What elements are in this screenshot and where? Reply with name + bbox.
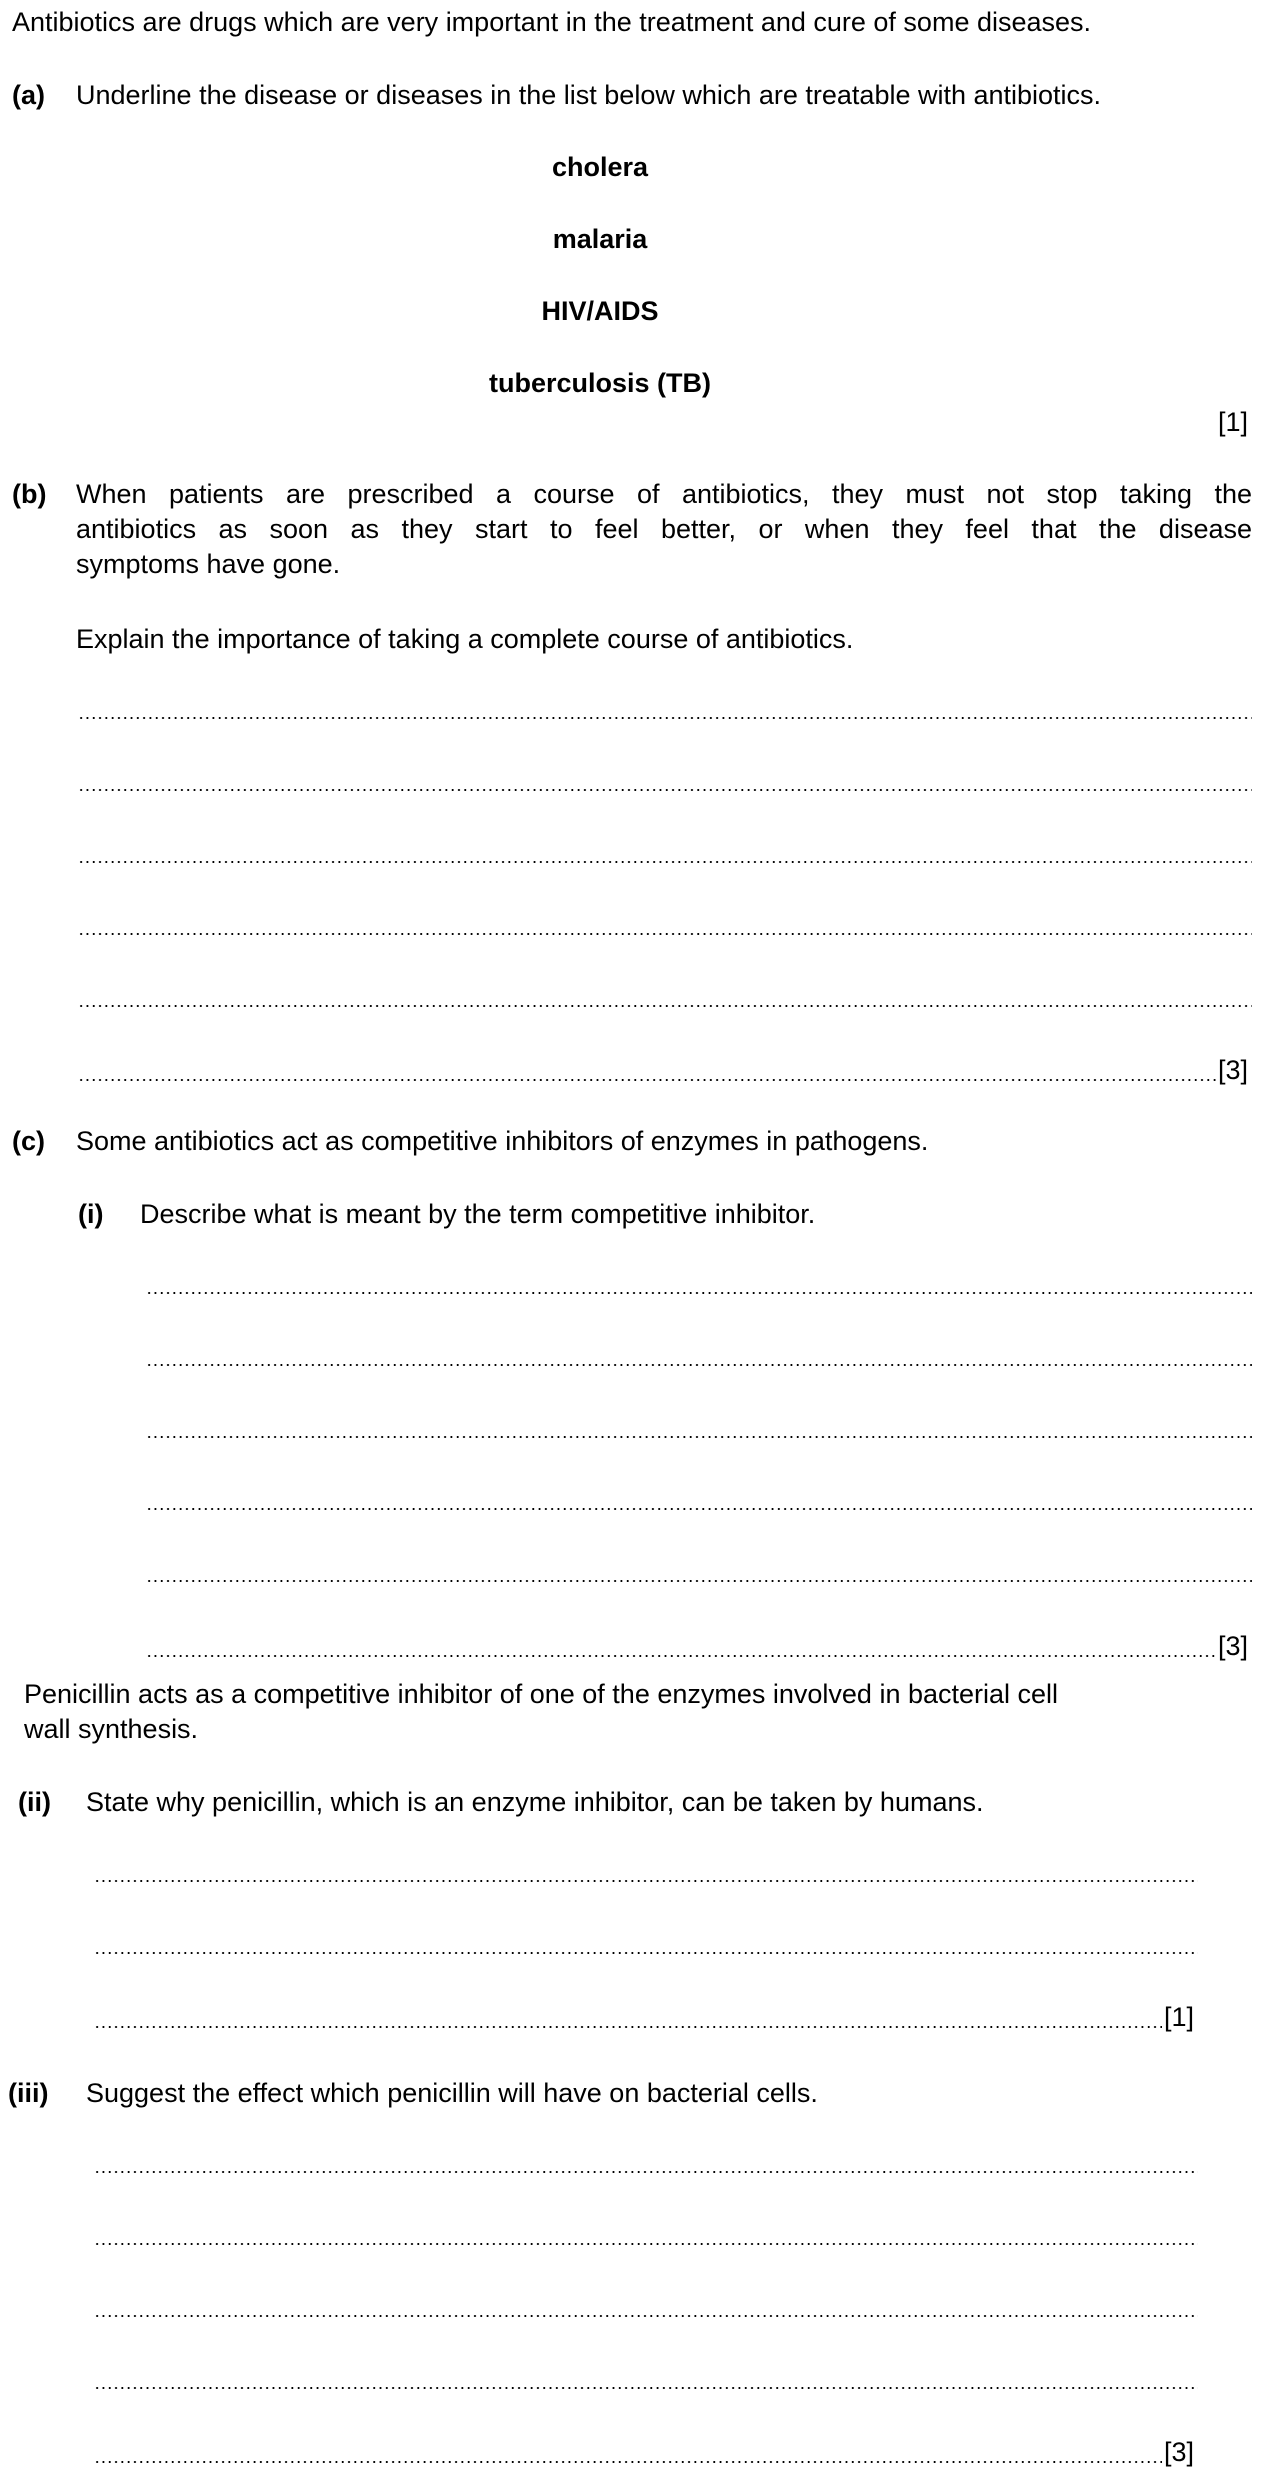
part-c-i-marks: [3] bbox=[1218, 1631, 1249, 1661]
part-c-ii-answer-line-2[interactable] bbox=[94, 1951, 1198, 1955]
part-b-answer-line-4[interactable] bbox=[78, 932, 1252, 936]
disease-option-malaria[interactable]: malaria bbox=[552, 224, 648, 254]
part-c-ii-question: State why penicillin, which is an enzyme inhibitor, can be taken by humans. bbox=[86, 1787, 984, 1817]
part-b-answer-line-5[interactable] bbox=[78, 1004, 1252, 1008]
part-c-iii-answer-line-2[interactable] bbox=[94, 2242, 1198, 2246]
part-b-answer-line-3[interactable] bbox=[78, 860, 1252, 864]
part-c-i-answer-line-2[interactable] bbox=[146, 1363, 1252, 1367]
part-c-ii-label: (ii) bbox=[18, 1787, 51, 1817]
part-c-i-answer-line-3[interactable] bbox=[146, 1435, 1252, 1439]
part-c-label: (c) bbox=[12, 1126, 45, 1156]
part-c-i-answer-line-6[interactable] bbox=[146, 1654, 1216, 1658]
disease-option-tuberculosis[interactable]: tuberculosis (TB) bbox=[488, 368, 711, 398]
part-c-iii-answer-line-5[interactable] bbox=[94, 2460, 1162, 2464]
part-c-iii-answer-line-1[interactable] bbox=[94, 2170, 1198, 2174]
part-b-text-line-3: symptoms have gone. bbox=[76, 549, 341, 579]
part-c-i-answer-line-5[interactable] bbox=[146, 1579, 1252, 1583]
part-c-i-answer-line-4[interactable] bbox=[146, 1507, 1252, 1511]
disease-option-hiv-aids[interactable]: HIV/AIDS bbox=[541, 296, 659, 326]
part-c-iii-answer-line-3[interactable] bbox=[94, 2314, 1198, 2318]
part-c-ii-marks: [1] bbox=[1164, 2002, 1195, 2032]
intro-text: Antibiotics are drugs which are very important in the treatment and cure of some diseases. bbox=[12, 7, 1092, 37]
part-c-iii-answer-line-4[interactable] bbox=[94, 2386, 1198, 2390]
part-a-question: Underline the disease or diseases in the list below which are treatable with antibiotics. bbox=[76, 80, 1102, 110]
part-a-label: (a) bbox=[12, 80, 45, 110]
part-b-text-line-1: When patients are prescribed a course of antibiotics, they must not stop taking the bbox=[76, 479, 1252, 509]
part-c-ii-answer-line-3[interactable] bbox=[94, 2025, 1162, 2029]
part-c-i-question: Describe what is meant by the term competitive inhibitor. bbox=[140, 1199, 816, 1229]
part-b-answer-line-6[interactable] bbox=[78, 1078, 1216, 1082]
part-c-iii-question: Suggest the effect which penicillin will have on bacterial cells. bbox=[86, 2078, 818, 2108]
part-b-question: Explain the importance of taking a complete course of antibiotics. bbox=[76, 624, 854, 654]
part-c-ii-answer-line-1[interactable] bbox=[94, 1879, 1198, 1883]
penicillin-stem-line-1: Penicillin acts as a competitive inhibitor of one of the enzymes involved in bacterial cell bbox=[24, 1679, 1059, 1709]
part-c-iii-label: (iii) bbox=[8, 2078, 49, 2108]
penicillin-stem-line-2: wall synthesis. bbox=[24, 1714, 199, 1744]
part-c-i-label: (i) bbox=[78, 1199, 104, 1229]
part-b-text-line-2: antibiotics as soon as they start to feel better, or when they feel that the disease bbox=[76, 514, 1252, 544]
part-b-answer-line-2[interactable] bbox=[78, 788, 1252, 792]
part-b-answer-line-1[interactable] bbox=[78, 716, 1252, 720]
disease-option-cholera[interactable]: cholera bbox=[551, 152, 649, 182]
part-c-i-answer-line-1[interactable] bbox=[146, 1291, 1252, 1295]
part-a-marks: [1] bbox=[1218, 407, 1249, 437]
part-c-iii-marks: [3] bbox=[1164, 2437, 1195, 2467]
part-b-label: (b) bbox=[12, 479, 47, 509]
part-b-marks: [3] bbox=[1218, 1055, 1249, 1085]
part-c-text: Some antibiotics act as competitive inhibitors of enzymes in pathogens. bbox=[76, 1126, 929, 1156]
